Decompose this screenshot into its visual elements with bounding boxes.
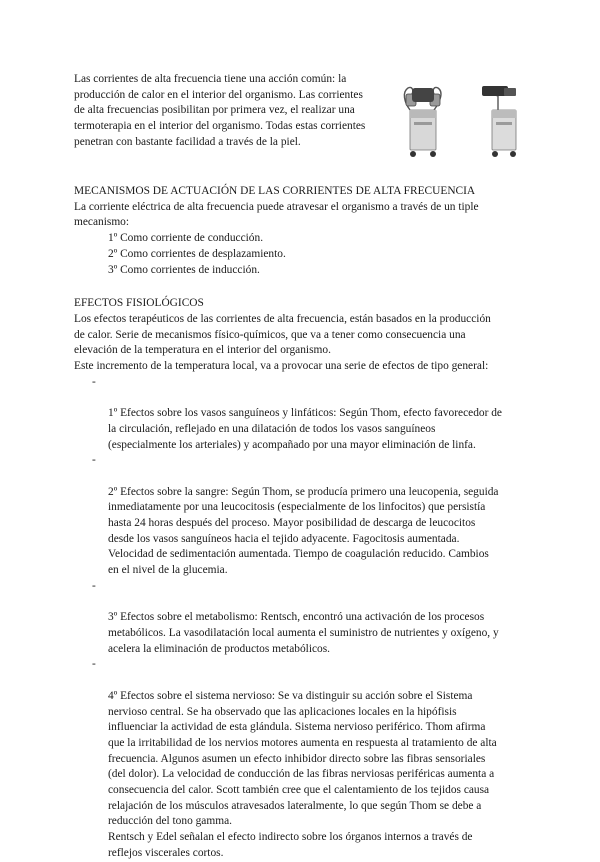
mechanisms-heading: MECANISMOS DE ACTUACIÓN DE LAS CORRIENTES DE ALTA FRECUENCIA: [74, 185, 476, 197]
diathermy-device-right-icon: [478, 82, 528, 162]
dash-bullet: -: [92, 375, 96, 388]
intro-paragraph: Las corrientes de alta frecuencia tiene una acción común: la producción de calor en el interior del organismo. Las corrientes de alta frecuencias posibilitan por primera vez, el realizar una termoterapia en el interior del organismo. Todas estas corrientes penetran con bastante facilidad a través de la piel.: [74, 73, 366, 148]
section-gap: [74, 278, 544, 296]
list-item: 2º Como corrientes de desplazamiento.: [108, 247, 286, 260]
main-content: [74, 184, 544, 862]
effect-blood-text: 2º Efectos sobre la sangre: Según Thom, se producía primero una leucopenia, seguida inmediatamente por una leucocitosis (especialmente de los linfocitos) que persistía hasta 24 horas después del proceso. Mayor posibilidad de descarga de leucocitos desde los vasos sanguíneos hacia el tejido adyacente. Fagocitosis aumentada. Velocidad de sedimentación aumentada. Tiempo de coagulación reducido. Cambios en el nivel de la glucemia.: [108, 485, 499, 577]
list-item: [74, 657, 544, 861]
effects-heading: EFECTOS FISIOLÓGICOS: [74, 297, 204, 310]
list-item: 3º Como corrientes de inducción.: [108, 263, 260, 276]
list-item: [74, 453, 544, 579]
mechanisms-paragraph: La corriente eléctrica de alta frecuencia puede atravesar el organismo a través de un tiple mecanismo:: [74, 200, 479, 229]
dash-bullet: -: [92, 579, 96, 592]
effects-list: [74, 375, 544, 862]
effects-paragraph: Los efectos terapéuticos de las corrientes de alta frecuencia, están basados en la producción de calor. Serie de mecanismos físico-químicos, que va a tener como consecuencia una elevación de la temperatura en el interior del organismo. Este incremento de la temperatura local, va a provocar una serie de efectos de tipo general:: [74, 312, 491, 373]
dash-bullet: -: [92, 454, 96, 467]
mechanisms-list: [74, 231, 544, 278]
effect-nervous-text: 4º Efectos sobre el sistema nervioso: Se va distinguir su acción sobre el Sistema nervioso central. Se ha observado que las aplicaciones locales en la hipófisis influenciar la actividad de esta glándula. Sistema nervioso periférico. Thom afirma que la irritabilidad de los nervios motores aumenta en respuesta al tratamiento de alta frecuencia. Algunos asumen un efecto inhibidor directo sobre las fibras sensoriales (del dolor). La velocidad de conducción de las fibras nerviosas periféricas aumenta a consecuencia del calor. Scott también cree que el calentamiento de los tejidos causa relajación de los músculos atravesados lateralmente, lo que según Thom se debe a reducción del tono gamma. Rentsch y Edel señalan el efecto indirecto sobre los órganos internos a través de reflejos viscerales cortos.: [108, 689, 497, 859]
dash-bullet: -: [92, 658, 96, 671]
list-item: 1º Como corriente de conducción.: [108, 232, 264, 245]
list-item: [74, 375, 544, 454]
list-item: [74, 579, 544, 658]
effect-vessels-text: 1º Efectos sobre los vasos sanguíneos y linfáticos: Según Thom, efecto favorecedor de la circulación, reflejado en una dilatación de todos los vasos sanguíneos (especialmente los arteriales) y acompañado por una mayor eliminación de linfa.: [108, 407, 502, 451]
effect-metabolism-text: 3º Efectos sobre el metabolismo: Rentsch, encontró una activación de los procesos metabólicos. La vasodilatación local aumenta el suministro de nutrientes y oxígeno, y acelera la eliminación de productos metabólicos.: [108, 611, 499, 655]
diathermy-device-left-icon: [398, 80, 450, 160]
